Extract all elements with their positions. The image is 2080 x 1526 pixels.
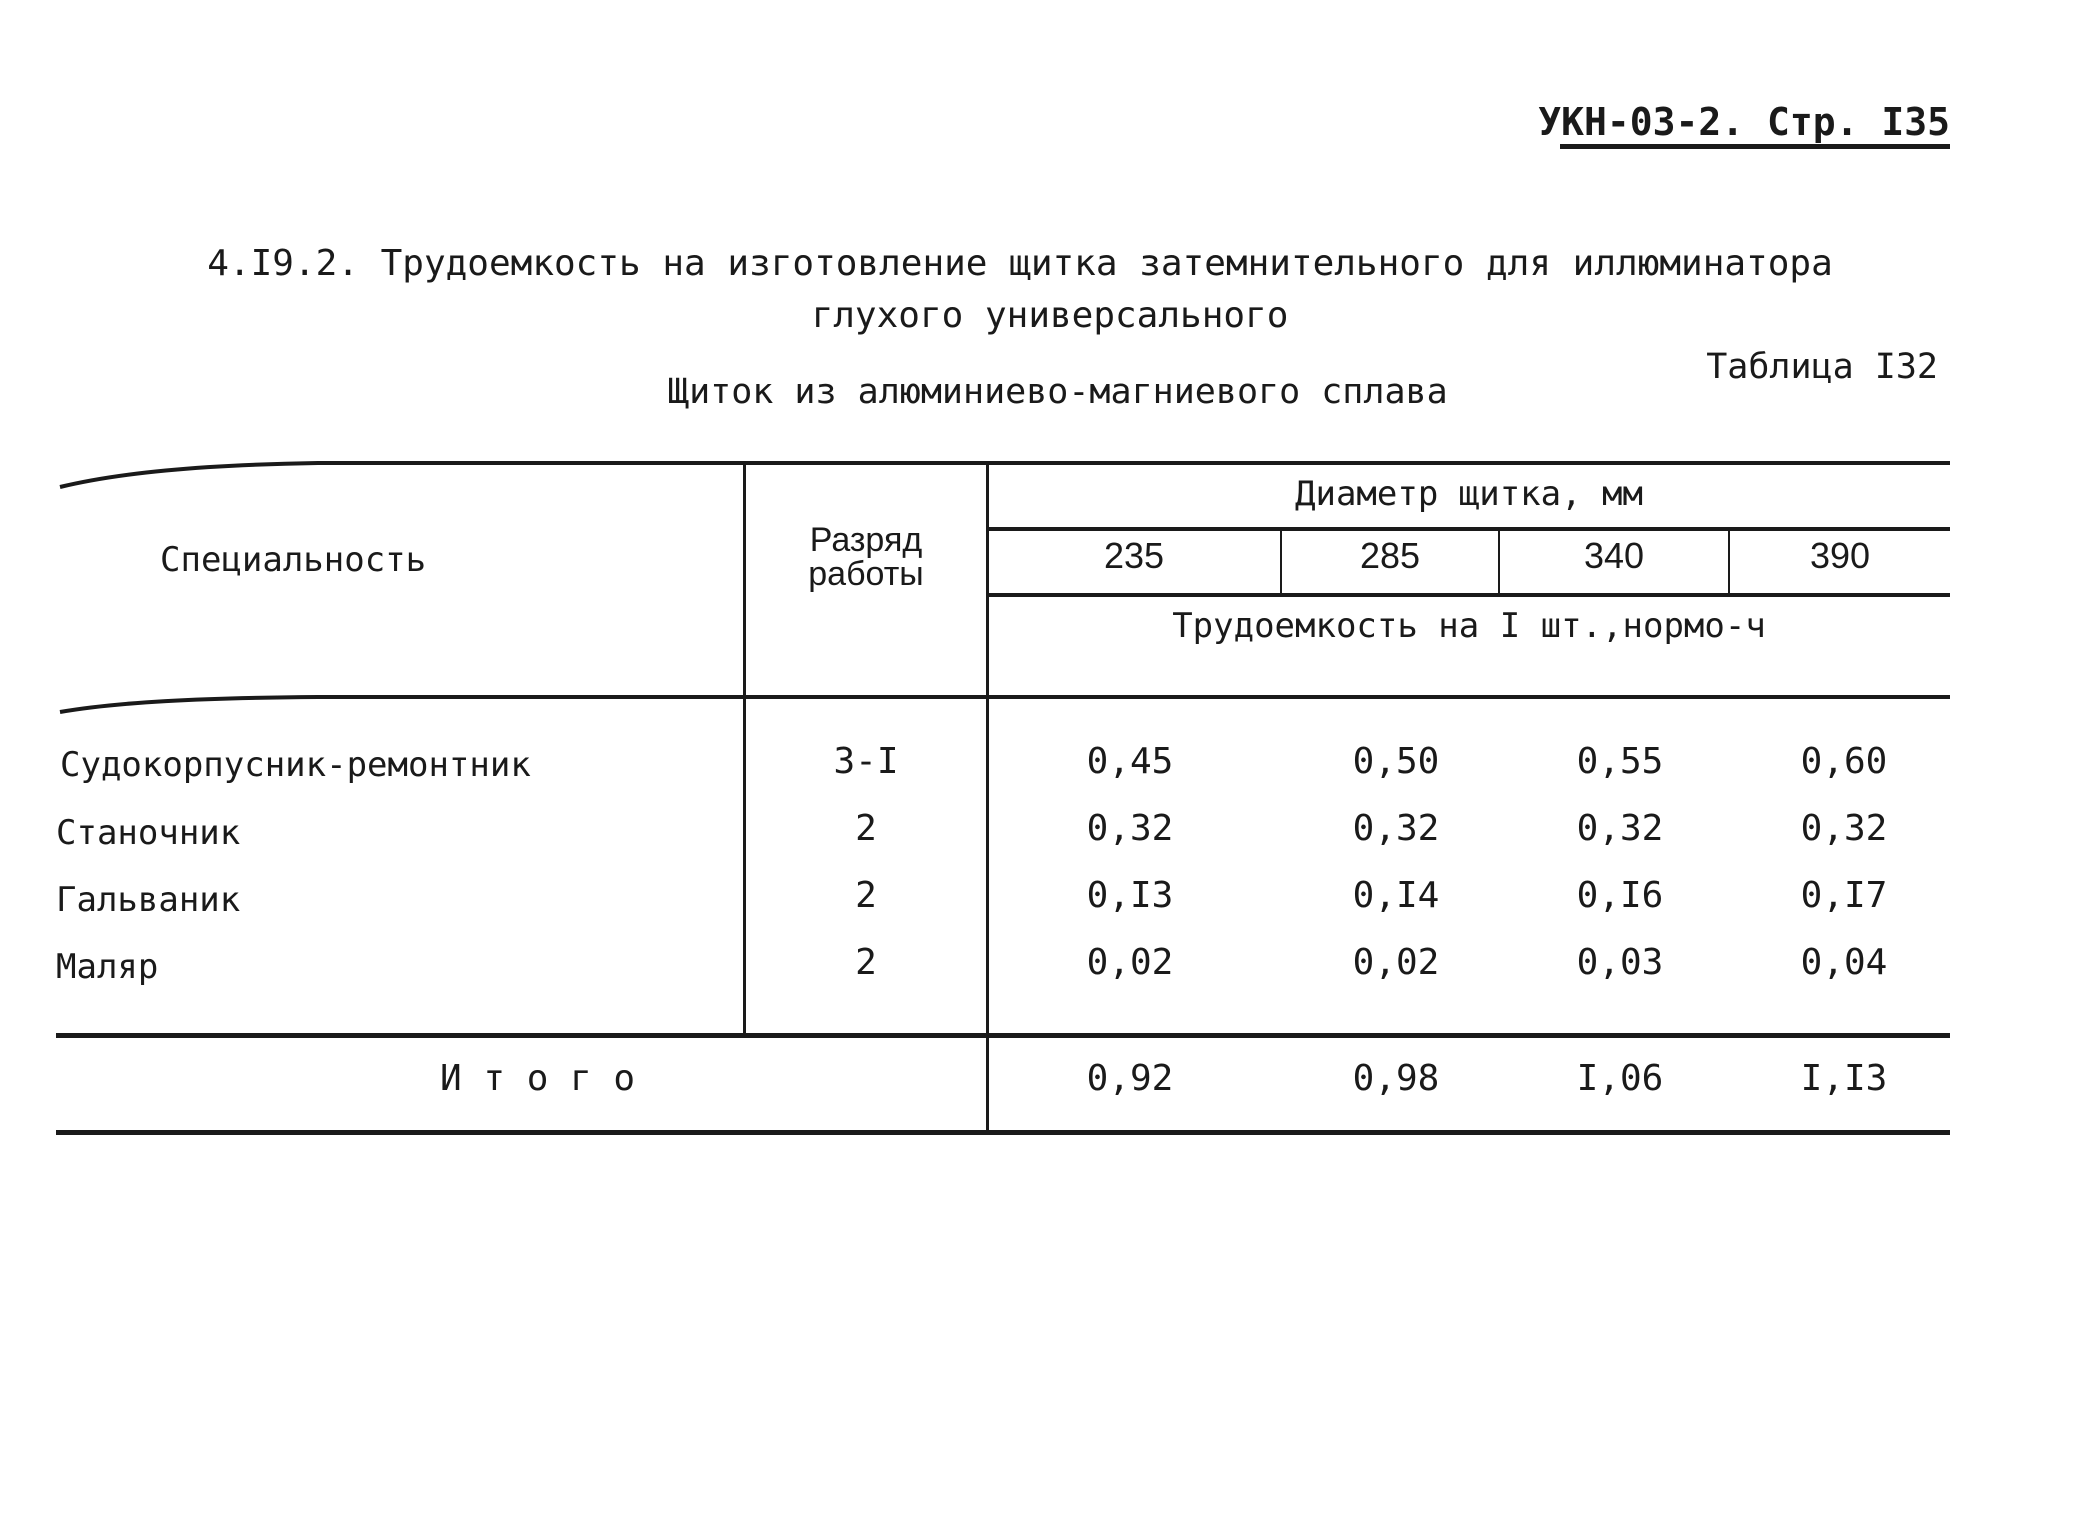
row-grade: 2 xyxy=(855,942,877,983)
column-header-specialty: Специальность xyxy=(160,540,427,580)
table-number: Таблица I32 xyxy=(1706,347,1938,387)
row-value: 0,I6 xyxy=(1576,875,1664,916)
table-subtitle: Щиток из алюминиево-магниевого сплава xyxy=(668,372,1448,412)
row-value: 0,02 xyxy=(1086,942,1174,983)
row-value: 0,02 xyxy=(1352,942,1440,983)
row-grade: 2 xyxy=(855,875,877,916)
table-header-rule xyxy=(58,690,1950,730)
row-value: 0,03 xyxy=(1576,942,1664,983)
total-label: И т о г о xyxy=(440,1058,636,1099)
section-title-line-1: 4.I9.2. Трудоемкость на изготовление щитка затемнительного для иллюминатора xyxy=(207,243,1833,284)
table-bottom-rule xyxy=(56,1130,1950,1135)
row-value: 0,32 xyxy=(1800,808,1888,849)
row-value: 0,I4 xyxy=(1352,875,1440,916)
row-grade: 2 xyxy=(855,808,877,849)
row-value: 0,32 xyxy=(1352,808,1440,849)
column-header-diameter: Диаметр щитка, мм xyxy=(1295,474,1643,514)
row-value: 0,45 xyxy=(1086,741,1174,782)
row-specialty: Судокорпусник-ремонтник xyxy=(60,745,531,785)
row-value: 0,I3 xyxy=(1086,875,1174,916)
column-header-grade-line-1: Разряд xyxy=(809,521,923,559)
row-specialty: Станочник xyxy=(56,813,241,853)
row-specialty: Гальваник xyxy=(56,880,241,920)
diameter-235: 235 xyxy=(1103,535,1165,576)
row-value: 0,04 xyxy=(1800,942,1888,983)
diameter-390: 390 xyxy=(1809,535,1871,576)
total-value: 0,98 xyxy=(1352,1058,1440,1099)
row-value: 0,50 xyxy=(1352,741,1440,782)
section-title-line-2: глухого универсального xyxy=(811,295,1289,336)
column-header-grade xyxy=(744,523,988,591)
row-value: 0,32 xyxy=(1086,808,1174,849)
page-reference-underline xyxy=(1560,144,1950,149)
total-value: I,06 xyxy=(1576,1058,1664,1099)
total-value: 0,92 xyxy=(1086,1058,1174,1099)
total-value: I,I3 xyxy=(1800,1058,1888,1099)
diameter-header-rule xyxy=(988,527,1950,531)
diameter-values-rule xyxy=(988,593,1950,597)
column-header-grade-line-2: работы xyxy=(808,555,924,593)
row-value: 0,60 xyxy=(1800,741,1888,782)
diameter-285: 285 xyxy=(1359,535,1421,576)
row-value: 0,55 xyxy=(1576,741,1664,782)
row-value: 0,32 xyxy=(1576,808,1664,849)
page-reference: УКН-03-2. Стр. I35 xyxy=(1538,100,1950,144)
row-grade: 3-I xyxy=(833,741,899,782)
diameter-340: 340 xyxy=(1583,535,1645,576)
column-header-labor-unit: Трудоемкость на I шт.,нормо-ч xyxy=(1172,606,1766,646)
row-value: 0,I7 xyxy=(1800,875,1888,916)
row-specialty: Маляр xyxy=(56,947,159,987)
section-title xyxy=(0,238,2080,342)
table-body-bottom-rule xyxy=(56,1033,1950,1038)
